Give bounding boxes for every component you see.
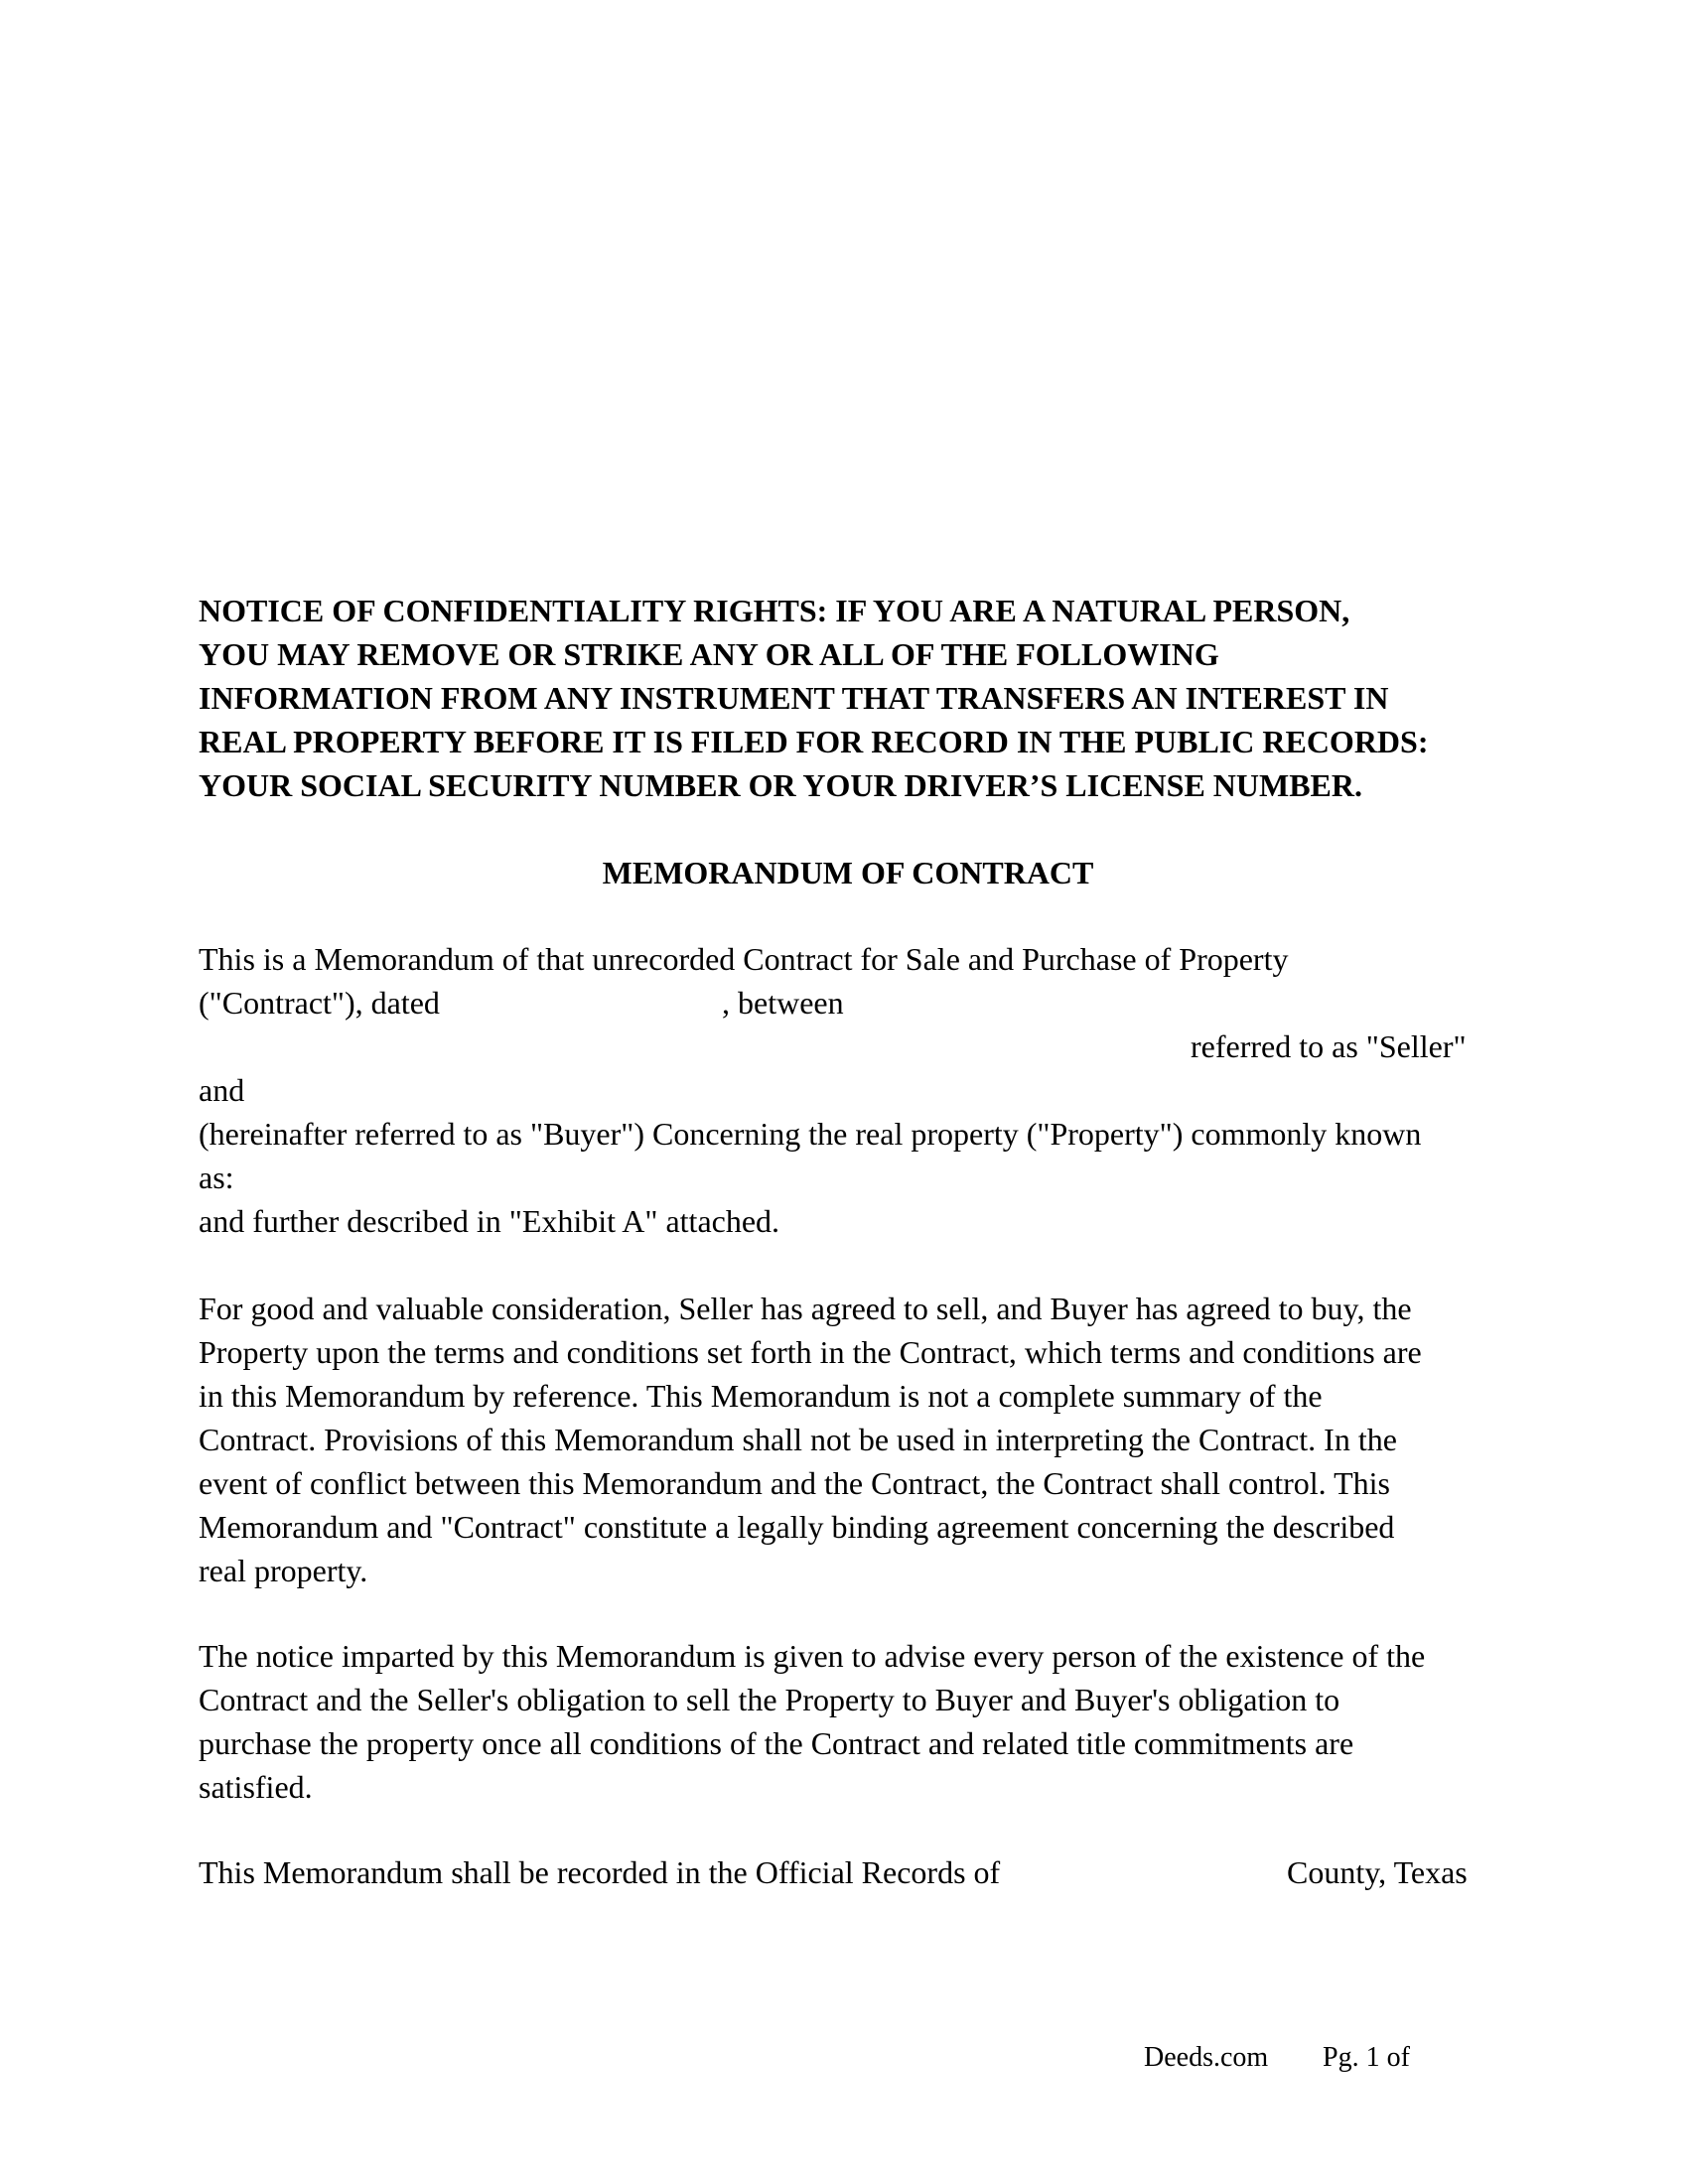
- notice-line: YOU MAY REMOVE OR STRIKE ANY OR ALL OF THE FOLLOWING: [199, 636, 1219, 672]
- confidentiality-notice: [199, 589, 1509, 807]
- document-title-text: MEMORANDUM OF CONTRACT: [602, 855, 1094, 890]
- paragraph-line: Contract and the Seller's obligation to sell the Property to Buyer and Buyer's obligation to: [199, 1682, 1340, 1717]
- intro-line-2-start: ("Contract"), dated: [199, 985, 440, 1021]
- paragraph-line: in this Memorandum by reference. This Memorandum is not a complete summary of the: [199, 1378, 1323, 1414]
- document-title: [0, 851, 1688, 894]
- recording-county: County, Texas: [1287, 1854, 1468, 1890]
- paragraph-line: event of conflict between this Memorandum and the Contract, the Contract shall control. This: [199, 1465, 1390, 1501]
- notice-line: NOTICE OF CONFIDENTIALITY RIGHTS: IF YOU ARE A NATURAL PERSON,: [199, 593, 1350, 628]
- intro-line-2-end: , between: [722, 985, 844, 1021]
- paragraph-line: Property upon the terms and conditions set forth in the Contract, which terms and conditions are: [199, 1334, 1422, 1370]
- footer-page-number: Pg. 1 of: [1323, 2042, 1410, 2073]
- paragraph-line: purchase the property once all conditions of the Contract and related title commitments are: [199, 1725, 1354, 1761]
- paragraph-line: satisfied.: [199, 1769, 313, 1805]
- notice-line: REAL PROPERTY BEFORE IT IS FILED FOR RECORD IN THE PUBLIC RECORDS:: [199, 724, 1429, 759]
- buyer-reference: (hereinafter referred to as "Buyer") Concerning the real property ("Property") commonly known: [199, 1116, 1422, 1152]
- notice-line: YOUR SOCIAL SECURITY NUMBER OR YOUR DRIVER’S LICENSE NUMBER.: [199, 767, 1362, 803]
- consideration-paragraph: [199, 1287, 1422, 1592]
- footer-brand: Deeds.com: [1144, 2042, 1269, 2073]
- paragraph-line: Contract. Provisions of this Memorandum shall not be used in interpreting the Contract. In the: [199, 1422, 1397, 1457]
- intro-and: and: [199, 1072, 245, 1108]
- intro-line-1: This is a Memorandum of that unrecorded Contract for Sale and Purchase of Property: [199, 941, 1289, 977]
- exhibit-reference: and further described in "Exhibit A" attached.: [199, 1203, 780, 1239]
- paragraph-line: Memorandum and "Contract" constitute a legally binding agreement concerning the described: [199, 1509, 1395, 1545]
- paragraph-line: For good and valuable consideration, Seller has agreed to sell, and Buyer has agreed to buy, the: [199, 1291, 1412, 1326]
- paragraph-line: real property.: [199, 1553, 368, 1588]
- paragraph-line: The notice imparted by this Memorandum is given to advise every person of the existence of the: [199, 1638, 1426, 1674]
- notice-paragraph: [199, 1634, 1425, 1809]
- notice-line: INFORMATION FROM ANY INSTRUMENT THAT TRANSFERS AN INTEREST IN: [199, 680, 1389, 716]
- seller-reference: referred to as "Seller": [1191, 1028, 1467, 1064]
- recording-statement: This Memorandum shall be recorded in the Official Records of: [199, 1854, 1001, 1890]
- intro-as: as:: [199, 1160, 234, 1195]
